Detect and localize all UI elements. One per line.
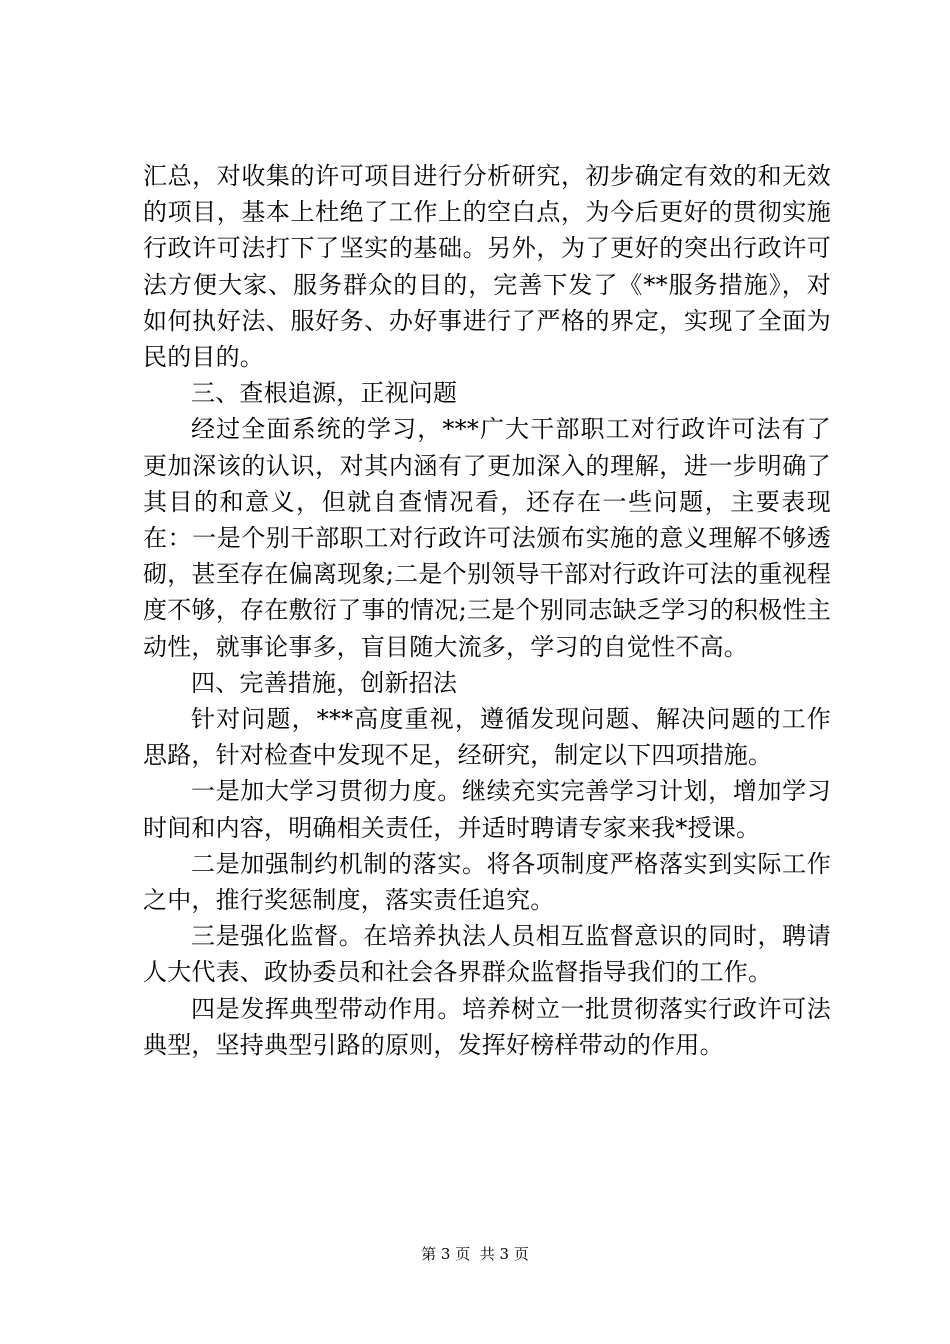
paragraph-measure-three: 三是强化监督。在培养执法人员相互监督意识的同时，聘请人大代表、政协委员和社会各界群众监督指导我们的工作。 [143, 922, 831, 987]
document-body [143, 158, 831, 1063]
paragraph-summary-continued: 汇总，对收集的许可项目进行分析研究，初步确定有效的和无效的项目，基本上杜绝了工作上的空白点，为今后更好的贯彻实施行政许可法打下了坚实的基础。另外，为了更好的突出行政许可法方便大家、服务群众的目的，完善下发了《**服务措施》，对如何执好法、服好务、办好事进行了严格的界定，实现了全面为民的目的。 [143, 162, 831, 372]
paragraph-measure-two: 二是加强制约机制的落实。将各项制度严格落实到实际工作之中，推行奖惩制度，落实责任追究。 [143, 849, 831, 915]
paragraph-measures-intro: 针对问题，***高度重视，遵循发现问题、解决问题的工作思路，针对检查中发现不足，经研究，制定以下四项措施。 [143, 705, 831, 770]
page-footer: 第 3 页 共 3 页 [421, 1245, 529, 1263]
paragraph-problems: 经过全面系统的学习，***广大干部职工对行政许可法有了更加深该的认识，对其内涵有了更加深入的理解，进一步明确了其目的和意义，但就自查情况看，还存在一些问题，主要表现在：一是个别干部职工对行政许可法颁布实施的意义理解不够透砌，甚至存在偏离现象;二是个别领导干部对行政许可法的重视程度不够，存在敷衍了事的情况;三是个别同志缺乏学习的积极性主动性，就事论事多，盲目随大流多，学习的自觉性不高。 [143, 415, 831, 661]
paragraph-measure-one: 一是加大学习贯彻力度。继续充实完善学习计划，增加学习时间和内容，明确相关责任，并适时聘请专家来我*授课。 [143, 777, 831, 842]
paragraph-measure-four: 四是发挥典型带动作用。培养树立一批贯彻落实行政许可法典型，坚持典型引路的原则，发挥好榜样带动的作用。 [143, 994, 831, 1059]
section-heading-four: 四、完善措施，创新招法 [191, 668, 458, 697]
section-heading-three: 三、查根追源，正视问题 [191, 379, 458, 408]
